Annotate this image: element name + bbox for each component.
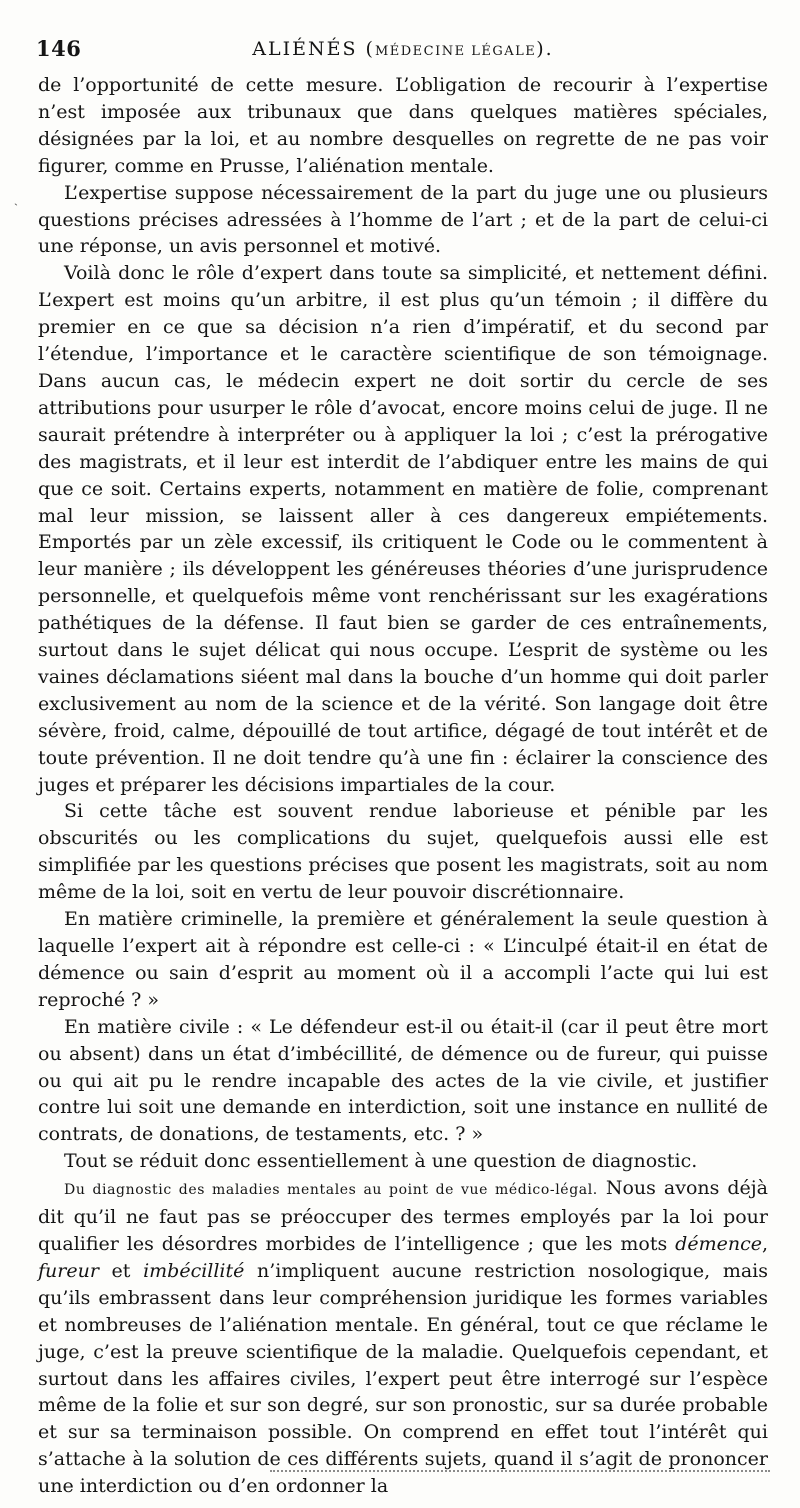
separator-et: et [111, 1259, 131, 1282]
running-head-sub: MÉDECINE LÉGALE [374, 44, 537, 59]
paragraph: En matière criminelle, la première et généralement la seule question à laquelle l’expert ait à répondre est celle-ci : « L’inculpé était-il en état de démence ou sain d’esprit au moment où il a accompli l’acte qui lui est reproché ? » [38, 908, 768, 1011]
term-fureur: fureur [38, 1259, 99, 1282]
paragraph: Voilà donc le rôle d’expert dans toute sa simplicité, et nettement défini. L’expert est moins qu’un arbitre, il est plus qu’un témoin ; il diffère du premier en ce que sa décision n’a rien d’impératif, et du second par l’étendue, l’importance et le caractère scientifique de son témoignage. Dans aucun cas, le médecin expert ne doit sortir du cercle de ses attributions pour usurper le rôle d’avocat, encore moins celui de juge. Il ne saurait prétendre à interpréter ou à appliquer la loi ; c’est la prérogative des magistrats, et il leur est interdit de l’abdiquer entre les mains de qui que ce soit. Certains experts, notamment en matière de folie, comprenant mal leur mission, se laissent aller à ces dangereux empiétements. Emportés par un zèle excessif, ils critiquent le Code ou le commentent à leur manière ; ils développent les généreuses théories d’une jurisprudence personnelle, et quelquefois même vont renchérissant sur les exagérations pathétiques de la défense. Il faut bien se garder de ces entraînements, surtout dans le sujet délicat qui nous occupe. L’esprit de système ou les vaines déclamations siéent mal dans la bouche d’un homme qui doit parler exclusivement au nom de la science et de la vérité. Son langage doit être sévère, froid, calme, dépouillé de tout artifice, dégagé de tout intérêt et de toute prévention. Il ne doit tendre qu’à une fin : éclairer la conscience des juges et préparer les décisions impartiales de la cour. [38, 262, 768, 796]
paragraph: L’expertise suppose nécessairement de la part du juge une ou plusieurs questions précises adressées à l’homme de l’art ; et de la part de celui-ci une réponse, un avis personnel et motivé. [38, 181, 768, 258]
page-number: 146 [36, 36, 82, 61]
separator-comma: , [761, 1232, 769, 1255]
running-head-close: ). [536, 38, 554, 60]
bottom-bleed-through-line [270, 1470, 770, 1472]
section-text-1: Nous avons déjà dit qu’il ne faut pas se préoccuper des termes employés par la loi pour qualifier les désordres morbides de l’intelligence ; que les mots [38, 1177, 768, 1255]
body-text [38, 72, 768, 1500]
margin-pen-mark: ˎ [14, 192, 18, 206]
paragraph: Si cette tâche est souvent rendue laborieuse et pénible par les obscurités ou les complications du sujet, quelquefois aussi elle est simplifiée par les questions précises que posent les magistrats, soit au nom même de la loi, soit en vertu de leur pouvoir discrétionnaire. [38, 800, 768, 904]
section-paragraph [38, 1175, 768, 1500]
term-demence: démence [675, 1232, 762, 1255]
section-heading: Du diagnostic des maladies mentales au point de vue médico-légal. [64, 1182, 598, 1199]
page-header [36, 36, 770, 66]
paragraph: Tout se réduit donc essentiellement à une question de diagnostic. [64, 1150, 698, 1173]
section-text-2: n’impliquent aucune restriction nosologique, mais qu’ils embrassent dans leur compréhension juridique les formes variables et nombreuses de l’aliénation mentale. En général, tout ce que réclame le juge, c’est la preuve scientifique de la maladie. Quelquefois cependant, et surtout dans les affaires civiles, l’expert peut être interrogé sur l’espèce même de la folie et sur son degré, sur son pronostic, sur sa durée probable et sur sa terminaison possible. On comprend en effet tout l’intérêt qui s’attache à la solution de ces différents sujets, quand il s’agit de prononcer une interdiction ou d’en ordonner la [38, 1259, 768, 1498]
running-head [36, 38, 770, 60]
running-head-main: ALIÉNÉS ( [252, 38, 375, 60]
paragraph: de l’opportunité de cette mesure. L’obligation de recourir à l’expertise n’est imposée aux tribunaux que dans quelques matières spéciales, désignées par la loi, et au nombre desquelles on regrette de ne pas voir figurer, comme en Prusse, l’aliénation mentale. [38, 74, 768, 177]
term-imbecillite: imbécillité [143, 1259, 245, 1282]
paragraph: En matière civile : « Le défendeur est-il ou était-il (car il peut être mort ou absent) dans un état d’imbécillité, de démence ou de fureur, qui puisse ou qui ait pu le rendre incapable des actes de la vie civile, et justifier contre lui soit une demande en interdiction, soit une instance en nullité de contrats, de donations, de testaments, etc. ? » [38, 1015, 768, 1146]
